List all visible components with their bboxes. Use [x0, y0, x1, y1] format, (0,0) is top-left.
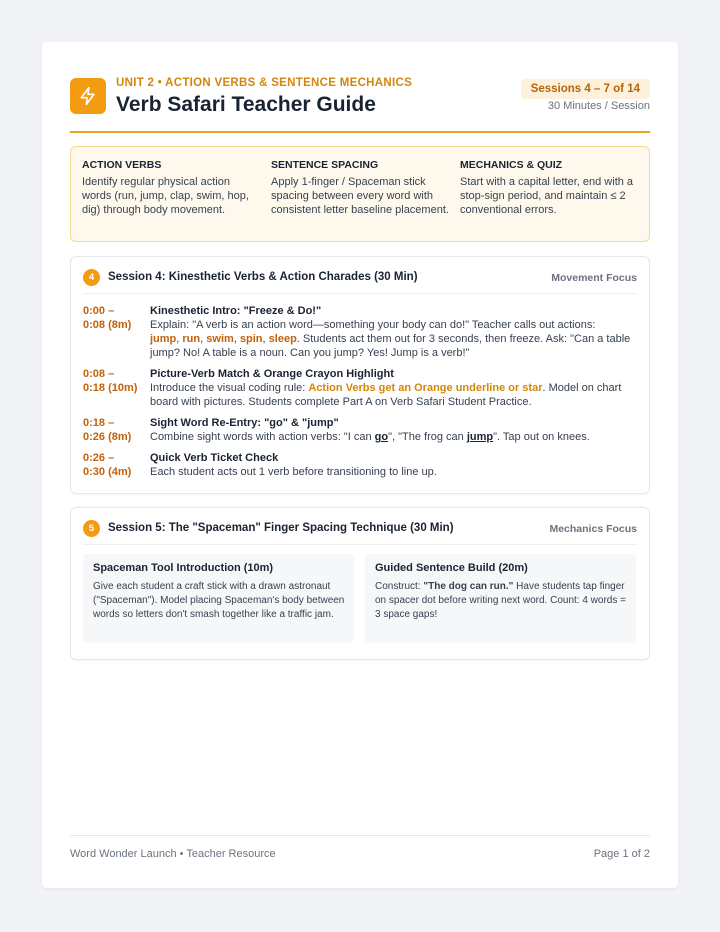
focus-heading: ACTION VERBS: [82, 159, 162, 171]
time-range: [83, 451, 147, 479]
focus-heading: SENTENCE SPACING: [271, 159, 379, 171]
session-5-card: [70, 507, 650, 660]
activity-title: Quick Verb Ticket Check: [150, 452, 279, 464]
focus-mechanics-quiz: [460, 159, 638, 217]
activity-title: Picture-Verb Match & Orange Crayon Highlight: [150, 368, 394, 380]
model-sentence: "The dog can run.": [423, 581, 514, 592]
page-number: Page 1 of 2: [593, 848, 650, 860]
verb-spin: spin: [239, 333, 263, 345]
activity: [150, 304, 637, 360]
activity-text: Each student acts out 1 verb before transitioning to line up.: [150, 466, 437, 478]
time-start: 0:00 –: [83, 305, 115, 317]
time-range: [83, 416, 147, 444]
session-4-title: Session 4: Kinesthetic Verbs & Action Charades (30 Min): [108, 271, 418, 283]
verb-run: run: [182, 333, 201, 345]
session-number-badge: 5: [83, 520, 100, 537]
session-number-badge: 4: [83, 269, 100, 286]
time-start: 0:08 –: [83, 368, 115, 380]
orange-rule-highlight: Action Verbs get an Orange underline or star: [308, 382, 543, 394]
panel-text: Give each student a craft stick with a drawn astronaut ("Spaceman"). Model placing Spaceman's body between words so letters don't smash together like a traffic jam.: [93, 581, 345, 620]
focus-text: Start with a capital letter, end with a stop-sign period, and maintain ≤ 2 conventional errors.: [460, 176, 634, 216]
time-end: 0:30 (4m): [83, 466, 132, 478]
session-4-card: [70, 256, 650, 494]
session-duration: 30 Minutes / Session: [547, 100, 650, 112]
focus-sentence-spacing: [271, 159, 449, 217]
focus-summary: [70, 146, 650, 242]
activity: [150, 367, 637, 409]
session-5-title: Session 5: The "Spaceman" Finger Spacing Technique (30 Min): [108, 522, 454, 534]
focus-text: Identify regular physical action words (run, jump, clap, swim, hop, dig) through body movement.: [82, 176, 249, 216]
session-4-header: [83, 269, 637, 294]
activity-title: Sight Word Re-Entry: "go" & "jump": [150, 417, 339, 429]
footer-resource: Word Wonder Launch • Teacher Resource: [70, 848, 276, 860]
activity-text: Explain: "A verb is an action word—something your body can do!" Teacher calls out actions: jump, run, swim, spin, sleep. Students act them out for 3 seconds, then freeze. Ask: "Can a table jump? No! A table is a noun. Can you jump? Yes! Jump is a verb!": [150, 319, 631, 359]
movement-focus-tag: Movement Focus: [551, 272, 637, 284]
time-end: 0:08 (8m): [83, 319, 132, 331]
time-end: 0:18 (10m): [83, 382, 138, 394]
mechanics-focus-tag: Mechanics Focus: [549, 523, 637, 535]
panel-text: Construct: "The dog can run." Have students tap finger on spacer dot before writing next word. Count: 4 words = 3 space gaps!: [375, 581, 626, 620]
sight-word-jump: jump: [466, 431, 494, 443]
verb-swim: swim: [206, 333, 234, 345]
guide-page: [42, 42, 678, 888]
activity-text: Combine sight words with action verbs: "I can go", "The frog can jump". Tap out on knees.: [150, 431, 590, 443]
lightning-bolt-icon: [78, 86, 98, 106]
activity-title: Kinesthetic Intro: "Freeze & Do!": [150, 305, 322, 317]
page-title: Verb Safari Teacher Guide: [116, 93, 376, 116]
panel-title: Guided Sentence Build (20m): [375, 562, 528, 574]
activity-text: Introduce the visual coding rule: Action Verbs get an Orange underline or star. Model on chart board with pictures. Students complete Part A on Verb Safari Student Practice.: [150, 382, 622, 408]
activity: [150, 416, 637, 444]
page-footer: [70, 835, 650, 860]
focus-action-verbs: [82, 159, 260, 217]
time-end: 0:26 (8m): [83, 431, 132, 443]
logo-badge: [70, 78, 106, 114]
page-header: [70, 76, 650, 133]
sight-word-go: go: [374, 431, 389, 443]
panel-title: Spaceman Tool Introduction (10m): [93, 562, 274, 574]
spaceman-intro-panel: [83, 554, 354, 643]
focus-heading: MECHANICS & QUIZ: [460, 159, 563, 171]
verb-jump: jump: [150, 333, 177, 345]
time-start: 0:26 –: [83, 452, 115, 464]
unit-kicker: UNIT 2 • ACTION VERBS & SENTENCE MECHANICS: [116, 77, 413, 89]
sessions-badge: Sessions 4 – 7 of 14: [521, 79, 650, 99]
activity: [150, 451, 637, 479]
session-5-header: [83, 520, 637, 545]
time-range: [83, 367, 147, 395]
time-range: [83, 304, 147, 332]
time-start: 0:18 –: [83, 417, 115, 429]
verb-sleep: sleep: [268, 333, 297, 345]
guided-sentence-panel: [365, 554, 636, 643]
focus-text: Apply 1-finger / Spaceman stick spacing between every word with consistent letter baseline placement.: [271, 176, 449, 216]
